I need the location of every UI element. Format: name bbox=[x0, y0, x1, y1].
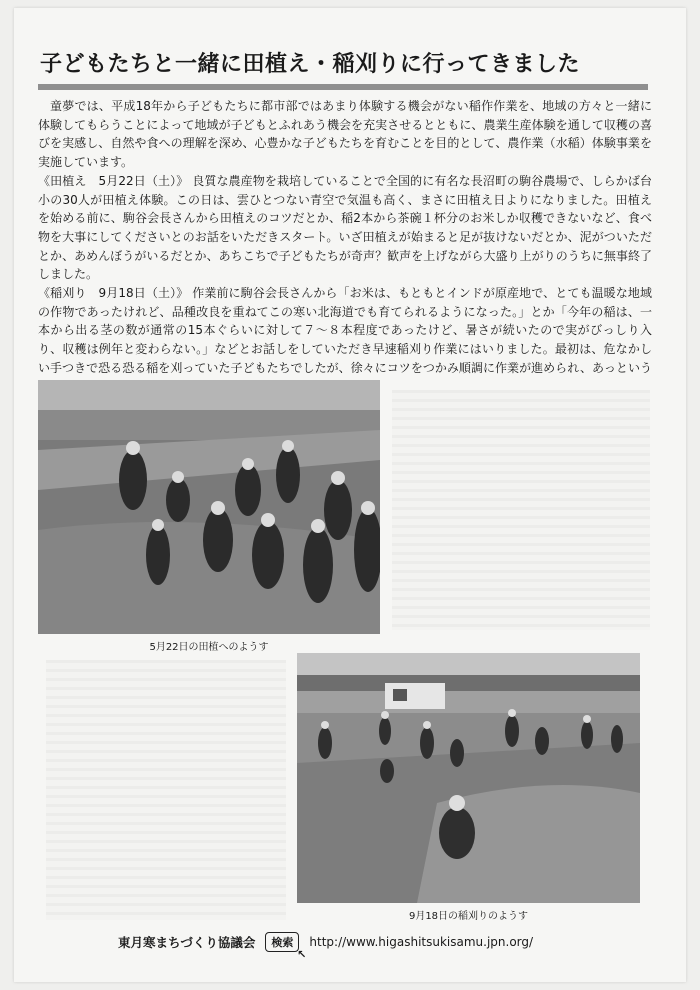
show-through-right bbox=[392, 390, 650, 630]
rice-planting-photo bbox=[38, 380, 380, 634]
page-title: 子どもたちと一緒に田植え・稲刈りに行ってきました bbox=[40, 52, 581, 77]
search-label: 検索 bbox=[271, 936, 294, 949]
search-button[interactable] bbox=[265, 932, 307, 961]
rice-harvest-caption: 9月18日の稲刈りのようす bbox=[408, 911, 529, 922]
rice-harvest-photo bbox=[297, 653, 640, 903]
rice-planting-paragraph: 《田植え 5月22日（土）》 良質な農産物を栽培していることで全国的に有名な長沼町の駒谷農場で、しらかば台小の30人が田植え体験。この日は、雲ひとつない青空で気温も高く、まさに田植え日よりになりました。田植えを始める前に、駒谷会長さんから田植えのコツだとか、稲2本から茶碗１杯分のお米しか収穫できないなど、食べ物を大事にしてくださいとのお話をいただきスタート。いざ田植えが始まると足が抜けないだとか、泥がついただとか、あめんぼうがいるだとか、あちこちで子どもたちが奇声？歓声を上げながら大盛り上がりのうちに無事終了しました。 bbox=[38, 173, 652, 282]
article-body bbox=[38, 97, 652, 396]
pointer-cursor-icon: ↖ bbox=[297, 948, 307, 961]
footer bbox=[118, 930, 578, 961]
show-through-left bbox=[46, 660, 286, 920]
rice-harvest-paragraph: 《稲刈り 9月18日（土）》 作業前に駒谷会長さんから「お米は、もともとインドが原産地で、とても温暖な地域の作物であったけれど、品種改良を重ねてこの寒い北海道でも育てられるようになった。」とか「今年の稲は、一本から出る茎の数が通常の15本ぐらいに対して７～８本程度であったけど、暑さが続いたので実がびっしり入り、収穫は例年と変わらない。」などとお話しをしていただき早速稲刈り作業にはいりました。最初は、危なかしい手つきで恐る恐る稲を刈っていた子どもたちでしたが、徐々にコツをつかみ順調に作業が進められ、あっという bbox=[38, 286, 652, 375]
website-url[interactable]: http://www.higashitsukisamu.jpn.org/ bbox=[309, 935, 534, 949]
intro-paragraph: 童夢では、平成18年から子どもたちに都市部ではあまり体験する機会がない稲作作業を、地域の方々と一緒に体験してもらうことによって地域が子どもとふれあう機会を充実させるとともに、農業生産体験を通して収穫の喜びを実感し、自然や食への理解を深め、心豊かな子どもたちを育むことを目的として、農作業（水稲）体験事業を実施しています。 bbox=[38, 99, 652, 170]
rice-planting-caption: 5月22日の田植へのようす bbox=[149, 642, 269, 653]
organization-name: 東月寒まちづくり協議会 bbox=[118, 935, 256, 950]
title-underline bbox=[38, 84, 648, 90]
